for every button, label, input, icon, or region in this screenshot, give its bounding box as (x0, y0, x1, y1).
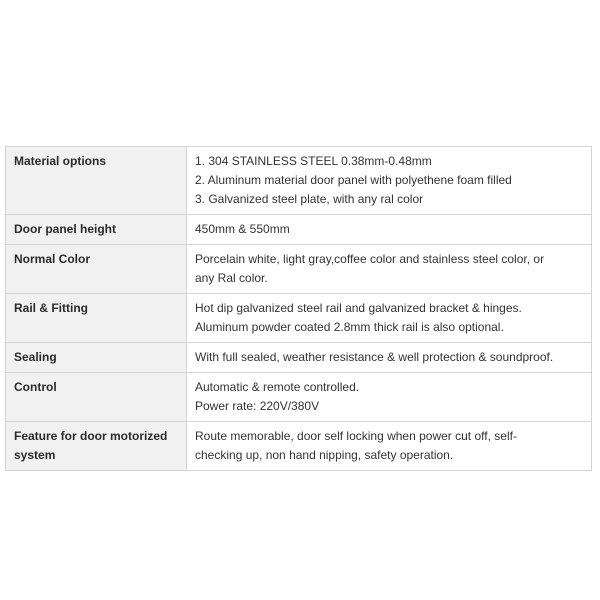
value-line: Porcelain white, light gray,coffee color and stainless steel color, or (195, 252, 545, 266)
value-line: checking up, non hand nipping, safety operation. (195, 448, 454, 462)
row-value (187, 245, 592, 294)
value-line: Aluminum powder coated 2.8mm thick rail is also optional. (195, 320, 504, 334)
value-line: 3. Galvanized steel plate, with any ral color (195, 192, 424, 206)
table-row-feature (6, 422, 592, 471)
row-value (187, 294, 592, 343)
row-label: Feature for door motorized system (6, 422, 187, 471)
value-line: any Ral color. (195, 271, 268, 285)
row-label: Control (6, 373, 187, 422)
row-label: Sealing (6, 343, 187, 373)
value-line: Automatic & remote controlled. (195, 380, 360, 394)
row-label: Door panel height (6, 215, 187, 245)
row-value (187, 373, 592, 422)
table-row-control (6, 373, 592, 422)
table-row-sealing (6, 343, 592, 373)
value-line: Hot dip galvanized steel rail and galvanized bracket & hinges. (195, 301, 522, 315)
value-line: Route memorable, door self locking when power cut off, self- (195, 429, 517, 443)
spec-table (5, 146, 592, 471)
table-row-rail-fitting (6, 294, 592, 343)
row-value (187, 422, 592, 471)
value-line: With full sealed, weather resistance & well protection & soundproof. (195, 350, 554, 364)
value-line: 2. Aluminum material door panel with polyethene foam filled (195, 173, 512, 187)
row-value (187, 215, 592, 245)
value-line: 1. 304 STAINLESS STEEL 0.38mm-0.48mm (195, 154, 432, 168)
value-line: 450mm & 550mm (195, 222, 290, 236)
table-row-material-options (6, 147, 592, 215)
table-row-normal-color (6, 245, 592, 294)
row-value (187, 147, 592, 215)
row-label: Material options (6, 147, 187, 215)
value-line: Power rate: 220V/380V (195, 399, 320, 413)
row-value (187, 343, 592, 373)
row-label: Normal Color (6, 245, 187, 294)
table-row-door-panel-height (6, 215, 592, 245)
row-label: Rail & Fitting (6, 294, 187, 343)
